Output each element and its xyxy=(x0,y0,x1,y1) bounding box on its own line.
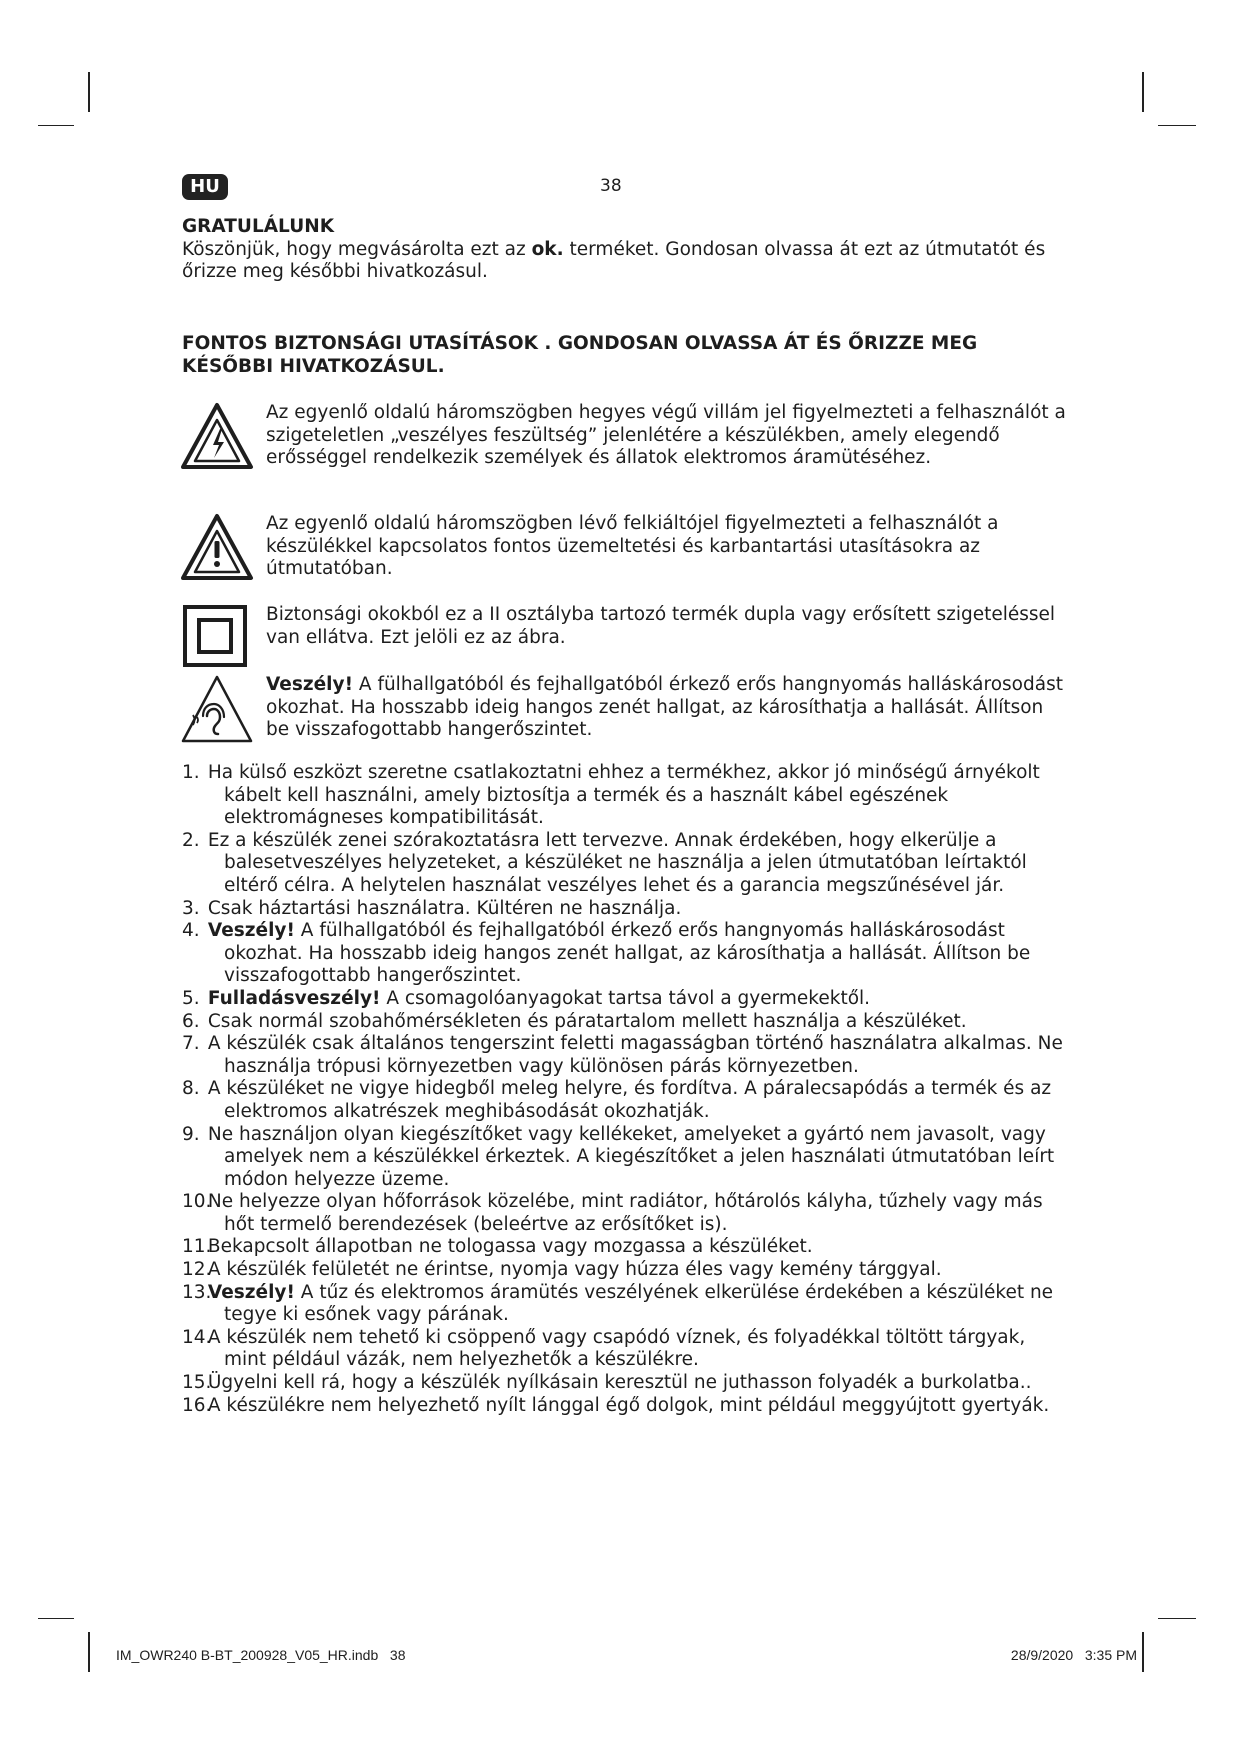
list-item-number: 11. xyxy=(182,1236,212,1258)
list-item xyxy=(182,988,1072,1011)
list-item-number: 12. xyxy=(182,1259,212,1281)
safety-heading: FONTOS BIZTONSÁGI UTASÍTÁSOK . GONDOSAN OLVASSA ÁT ÉS ŐRIZZE MEG KÉSŐBBI HIVATKOZÁSUL. xyxy=(182,333,978,377)
list-item xyxy=(182,898,1072,921)
list-item-text: Ez a készülék zenei szórakoztatásra lett tervezve. Annak érdekében, hogy elkerülje a balesetveszélyes helyzeteket, a készüléket ne használja a jelen útmutatóban leírtaktól eltérő célra. A helytelen használat veszélyes lehet és a garancia megszűnésével jár. xyxy=(207,829,1027,896)
intro-brand: ok. xyxy=(531,238,564,260)
symbol-text-hearing xyxy=(266,674,1066,742)
crop-mark xyxy=(1158,1618,1196,1619)
symbol-text-double-square: Biztonsági okokból ez a II osztályba tartozó termék dupla vagy erősített szigeteléssel van ellátva. Ezt jelöli ez az ábra. xyxy=(266,604,1056,648)
list-item-text: A készülék nem tehető ki csöppenő vagy csapódó víznek, és folyadékkal töltött tárgyak, mint például vázák, nem helyezhetők a készülékre. xyxy=(207,1326,1026,1371)
symbol-text-exclamation: Az egyenlő oldalú háromszögben lévő felkiáltójel figyelmezteti a felhasználót a készülékkel kapcsolatos fontos üzemeltetési és karbantartási utasításokra az útmutatóban. xyxy=(266,513,999,579)
exclamation-triangle-icon xyxy=(180,513,254,581)
symbol-text-lightning: Az egyenlő oldalú háromszögben hegyes végű villám jel figyelmezteti a felhasználót a szigeteletlen „veszélyes feszültség” jelenlétére a készülékben, amely elegendő erősséggel rendelkezik személyek és állatok elektromos áramütéséhez. xyxy=(266,402,1066,468)
intro-text xyxy=(182,239,1062,284)
list-item xyxy=(182,1011,1072,1034)
list-item xyxy=(182,1124,1072,1192)
list-item-number: 7. xyxy=(182,1033,200,1055)
intro-text-after: terméket. Gondosan olvassa át ezt az útmutatót és őrizze meg későbbi hivatkozásul. xyxy=(182,238,1046,282)
double-square-icon xyxy=(182,604,248,668)
list-item xyxy=(182,1372,1072,1395)
list-item-text: Ne helyezze olyan hőforrások közelébe, mint radiátor, hőtárolós kályha, tűzhely vagy más hőt termelő berendezések (beleértve az erősítőket is). xyxy=(207,1191,1043,1235)
hearing-warning-text: A fülhallgatóból és fejhallgatóból érkező erős hangnyomás halláskárosodást okozhat. Ha hosszabb ideig hangos zenét hallgat, az károsíthatja a hallását. Állítson be visszafogottabb hangerőszintet. xyxy=(266,674,1063,740)
list-item-text: A csomagolóanyagokat tartsa távol a gyermekektől. xyxy=(380,987,871,1009)
list-item-number: 16. xyxy=(182,1394,212,1416)
list-item xyxy=(182,1033,1072,1078)
list-item xyxy=(182,1259,1072,1282)
list-item-bold: Veszély! xyxy=(207,1281,295,1303)
safety-instructions-list xyxy=(182,762,1072,1417)
hearing-warning-icon xyxy=(180,674,254,744)
list-item-number: 13. xyxy=(182,1281,212,1303)
list-item-number: 1. xyxy=(182,762,200,783)
list-item-text: Csak háztartási használatra. Kültéren ne használja. xyxy=(207,897,682,919)
list-item-text: A készüléket ne vigye hidegből meleg helyre, és fordítva. A páralecsapódás a termék és az elektromos alkatrészek meghibásodását okozhatják. xyxy=(207,1078,1052,1122)
intro-text-before: Köszönjük, hogy megvásárolta ezt az xyxy=(182,238,532,260)
list-item-number: 15. xyxy=(182,1372,212,1394)
list-item-text: A fülhallgatóból és fejhallgatóból érkező erős hangnyomás halláskárosodást okozhat. Ha hosszabb ideig hangos zenét hallgat, az károsíthatja a hallását. Állítson be visszafogottabb hangerőszintet. xyxy=(224,920,1031,987)
list-item-text: Ügyelni kell rá, hogy a készülék nyílkásain keresztül ne juthasson folyadék a burkolatba.. xyxy=(207,1372,1032,1394)
list-item-number: 3. xyxy=(182,897,200,919)
crop-mark xyxy=(38,125,74,126)
lightning-triangle-icon xyxy=(180,402,254,470)
list-item-number: 5. xyxy=(182,987,200,1009)
list-item xyxy=(182,1191,1072,1236)
crop-mark xyxy=(1158,125,1196,126)
list-item-bold: Fulladásveszély! xyxy=(207,987,381,1009)
crop-mark xyxy=(1142,1632,1144,1672)
list-item-text: A készülékre nem helyezhető nyílt lánggal égő dolgok, mint például meggyújtott gyertyák. xyxy=(207,1394,1050,1416)
list-item-number: 10. xyxy=(182,1191,212,1213)
footer-file-info: IM_OWR240 B-BT_200928_V05_HR.indb 38 xyxy=(116,1647,406,1663)
list-item-number: 14. xyxy=(182,1326,212,1348)
list-item xyxy=(182,1236,1072,1259)
list-item xyxy=(182,762,1072,830)
list-item-text: Bekapcsolt állapotban ne tologassa vagy mozgassa a készüléket. xyxy=(207,1236,813,1258)
list-item xyxy=(182,1395,1072,1418)
list-item-text: A készülék csak általános tengerszint feletti magasságban történő használatra alkalmas. Ne használja trópusi környezetben vagy különösen párás környezetben. xyxy=(207,1033,1063,1077)
intro-section xyxy=(182,216,1062,284)
safety-heading-block xyxy=(182,333,1042,378)
list-item xyxy=(182,1282,1072,1327)
list-item-number: 2. xyxy=(182,829,200,851)
list-item xyxy=(182,830,1072,898)
language-badge: HU xyxy=(182,174,228,200)
list-item-text: Ne használjon olyan kiegészítőket vagy kellékeket, amelyeket a gyártó nem javasolt, vagy amelyek nem a készülékkel érkeztek. A kiegészítőket a jelen használati útmutatóban leírt módon helyezze üzeme. xyxy=(207,1123,1055,1190)
list-item-bold: Veszély! xyxy=(207,920,295,942)
crop-mark xyxy=(1142,72,1144,112)
list-item-number: 6. xyxy=(182,1010,200,1032)
list-item xyxy=(182,1327,1072,1372)
crop-mark xyxy=(88,1632,90,1672)
list-item-number: 8. xyxy=(182,1078,200,1100)
list-item-text: A tűz és elektromos áramütés veszélyének elkerülése érdekében a készüléket ne tegye ki esőnek vagy párának. xyxy=(224,1281,1054,1326)
list-item-text: A készülék felületét ne érintse, nyomja vagy húzza éles vagy kemény tárggyal. xyxy=(207,1259,942,1281)
page-number: 38 xyxy=(600,176,622,196)
list-item-number: 9. xyxy=(182,1123,200,1145)
list-item-text: Ha külső eszközt szeretne csatlakoztatni ehhez a termékhez, akkor jó minőségű árnyékolt kábelt kell használni, amely biztosítja a termék és a használt kábel egészének elektromágneses kompatibilitását. xyxy=(207,762,1040,829)
list-item-number: 4. xyxy=(182,920,200,942)
list-item xyxy=(182,1078,1072,1123)
list-item-text: Csak normál szobahőmérsékleten és páratartalom mellett használja a készüléket. xyxy=(207,1010,967,1032)
footer-datetime: 28/9/2020 3:35 PM xyxy=(1010,1647,1137,1663)
intro-heading: GRATULÁLUNK xyxy=(182,216,335,237)
list-item xyxy=(182,920,1072,988)
crop-mark xyxy=(88,72,90,112)
hearing-warning-label: Veszély! xyxy=(266,674,354,695)
crop-mark xyxy=(38,1618,74,1619)
